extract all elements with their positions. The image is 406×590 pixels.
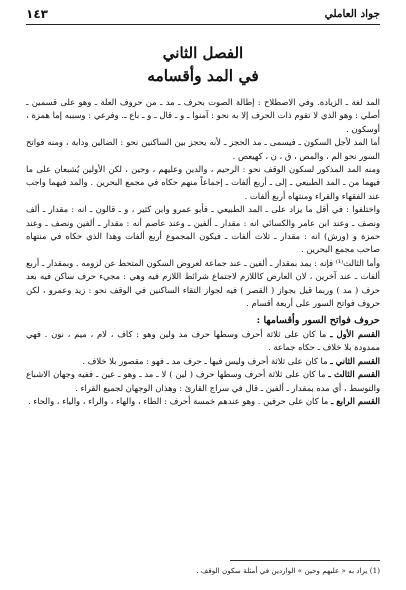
paragraph-definition: المد لغة ـ الزيادة. وفي الاصطلاح : إطالة الصوت بحرف ـ مد ـ من حروف العلة ـ وهو على قسمين ـ أصلي : وهو الذي لا تقوم ذات الحرف إلا به نحو : آمنوا ـ و ـ قال ـ و ـ باع ـ. وفرعي : وسببه إما همزة ، أوسكون .: [26, 97, 380, 134]
item-lead: القسم الثاني ـ: [330, 355, 380, 366]
chapter-title: الفصل الثاني: [162, 44, 244, 62]
paragraph-waqf: ومنه المد المذكور لسكون الوقف نحو : الرحيم ، والدين وعليهم ، وحين ، لكن الأولين يُشبعان على ما فيهما من ـ المد الطبيعي ـ إلى ـ أربع ألفات ـ إجماعاً منهم حكاه في مجمع البحرين . والمد فيهما واجب عند الفقهاء والقراء ومنتهاه أربع ألفات .: [26, 164, 380, 201]
item-text: ما كان على ثلاثة أحرف وسطها حرف ( لين ) لا ـ مد ـ وهو ـ عين ـ ففيه وجهان الاشباع والتوسط ، أي مده بمقدار ـ ألفين ـ قال في سراج القارئ : وهذان الوجهان لجميع القراء .: [26, 369, 380, 393]
section-item: [26, 355, 380, 368]
paragraph-third: وأما الثالث⁽¹⁾ فإنه : يمد بمقدار ـ ألفين ـ عند جماعة لعروض السكون المتحط عن لزومه . وبمقدار ـ أربع ألفات ـ عند آخرين ، لان العارض كاللازم لاجتماع شرائط اللازم فيه وهي : مجيء حرف ساكن فيه بعد حرف ( مد ) وربما قيل بجواز ( القصر ) فيه لجواز التقاء الساكنين في الوقف نحو : زيد وعمرو ، لكن حروف فواتح السور على أربعة أقسام .: [26, 257, 380, 309]
paragraph-sukun: أما المد لأجل السكون ـ فيسمى ـ مد الحجز ـ لأنه يحجز بين الساكنين نحو : الضالين ودابة ، ومنه فواتح السور نحو الم ، والمص ، ق ، ن ، كهيعص .: [26, 137, 380, 161]
footnote-divider: [230, 560, 380, 561]
item-text: ما كان على ثلاثة أحرف وليس فيها ـ حرف مد ـ فهو : مقصور بلا خلاف .: [82, 355, 328, 366]
footnote: (1) يراد به « عليهم وحين » الواردين في أمثلة سكون الوقف .: [196, 566, 380, 575]
section-item: [26, 368, 380, 395]
page-number: ١٤٣: [26, 7, 48, 21]
header-divider: [26, 24, 380, 25]
section-item: [26, 395, 380, 408]
item-lead: القسم الثالث ـ: [328, 369, 380, 380]
item-text: ما كان على حرفين . وهو عندهم خمسة أحرف : الطاء ، والهاء ، والراء ، والياء ، والحاء .: [27, 395, 329, 406]
chapter-subtitle: في المد وأقسامه: [147, 66, 259, 85]
running-header: [26, 6, 380, 22]
running-title: جواد العاملي: [324, 8, 380, 20]
item-lead: القسم الرابع ـ: [330, 395, 380, 406]
section-heading: حروف فواتح السور وأقسامها :: [256, 314, 380, 326]
section-item: [26, 328, 380, 355]
item-lead: القسم الأول ـ: [330, 328, 380, 339]
item-text: ما كان على ثلاثة أحرف وسطها حرف مد ولين وهو : كاف ، لام ، ميم ، نون . فهي ممدودة بلا خلاف ـ حكاه جماعة .: [26, 328, 380, 353]
paragraph-disagreement: واختلفوا : في أقل ما يزاد على ـ المد الطبيعي ـ فأبو عمرو وابن كثير ، و ـ قالون ـ انه : مقدار ـ ألف ونصف ـ وعند ابن عامر والكسائي انه : مقدار ـ ألفين ـ وعند عاصم أنه : مقدار ـ ألفين ونصف ـ وعند حمزة و (ورش) انه : مقدار ـ ثلاث ألفات ـ فيكون المجموع أربع ألفات وهذا الذي حكاه في منتهاه صاحب مجمع البحرين .: [26, 204, 380, 255]
body-text: [26, 96, 380, 408]
